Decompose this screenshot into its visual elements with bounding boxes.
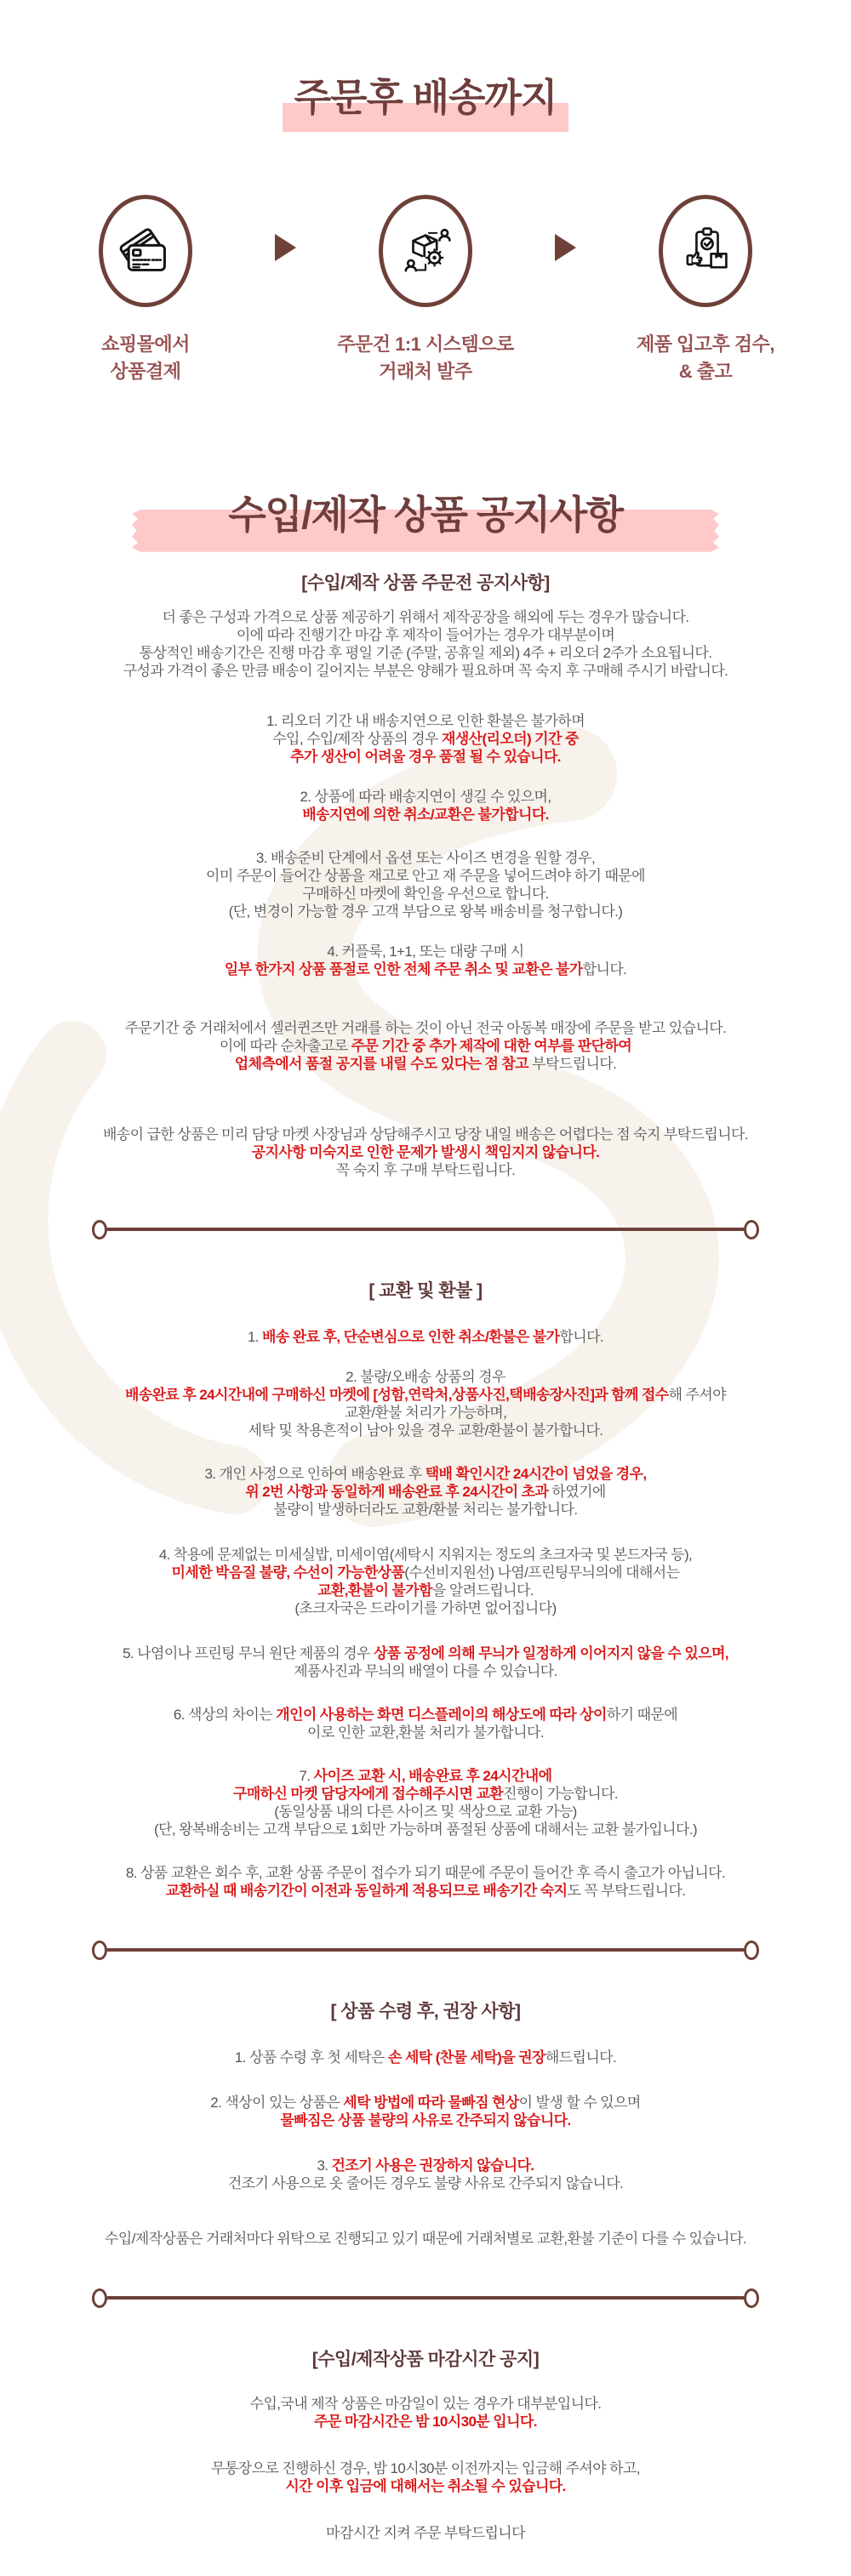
notice-body	[0, 569, 851, 2576]
notice-text: (동일상품 내의 다른 사이즈 및 색상으로 교환 가능)	[274, 1803, 577, 1820]
notice-paragraph	[0, 1019, 851, 1073]
notice-text: 을 알려드립니다.	[431, 1582, 534, 1599]
notice-text: 제품사진과 무늬의 배열이 다를 수 있습니다.	[294, 1662, 557, 1679]
notice-text: 구성과 가격이 좋은 만큼 배송이 길어지는 부분은 양해가 필요하며 꼭 숙지 후 구매해 주시기 바랍니다.	[123, 662, 728, 679]
section-header: [ 교환 및 환불 ]	[368, 1280, 483, 1301]
notice-text: 부탁드립니다.	[528, 1055, 617, 1072]
notice-text: 2. 색상이 있는 상품은	[210, 2094, 344, 2111]
divider-ring-icon	[744, 1941, 759, 1960]
order-process-steps	[0, 195, 851, 385]
notice-text: 구매하신 마켓에 확인을 우선으로 합니다.	[302, 885, 549, 902]
notice-text: 이 발생 할 수 있으며	[518, 2094, 641, 2111]
notice-paragraph	[0, 712, 851, 766]
notice-text: 도 꼭 부탁드립니다.	[567, 1882, 686, 1899]
notice-text: 3. 개인 사정으로 인하여 배송완료 후	[204, 1465, 426, 1482]
notice-text: 1.	[247, 1328, 263, 1345]
step-inspection-label-line1: 제품 입고후 검수,	[636, 333, 775, 355]
notice-text: 건조기 사용으로 옷 줄어든 경우도 불량 사유로 간주되지 않습니다.	[227, 2174, 624, 2191]
step-payment-label	[101, 331, 190, 385]
notice-text: 1. 리오더 기간 내 배송지연으로 인한 환불은 불가하며	[266, 712, 585, 729]
notice-paragraph	[0, 2230, 851, 2248]
step-order-system-label	[337, 331, 514, 385]
notice-paragraph	[0, 1368, 851, 1439]
notice-text: 1. 상품 수령 후 첫 세탁은	[234, 2049, 389, 2066]
notice-text: 배송이 급한 상품은 미리 담당 마켓 사장님과 상담해주시고 당장 내일 배송은 어렵다는 점 숙지 부탁드립니다.	[102, 1126, 748, 1143]
section-header: [수입/제작 상품 주문전 공지사항]	[301, 573, 550, 593]
page-title	[0, 66, 851, 122]
step-payment-label-line1: 쇼핑몰에서	[101, 333, 190, 355]
notice-text: (단, 변경이 가능할 경우 고객 부담으로 왕복 배송비를 청구합니다.)	[228, 903, 623, 920]
notice-text-red: 상품 공정에 의해 무늬가 일정하게 이어지지 않을 수 있으며,	[374, 1644, 728, 1661]
order-system-icon	[397, 223, 454, 279]
divider-line	[107, 2296, 744, 2300]
notice-text: 마감시간 지켜 주문 부탁드립니다	[326, 2524, 525, 2541]
notice-paragraph	[0, 2157, 851, 2192]
step-order-system-label-line2: 거래처 발주	[379, 360, 472, 382]
step-order-system-circle	[379, 195, 472, 307]
notice-text: 교환/환불 처리가 가능하며,	[344, 1404, 507, 1421]
notice-text-red: 손 세탁 (찬물 세탁)을 권장	[388, 2049, 545, 2066]
notice-text: 3. 배송준비 단계에서 옵션 또는 사이즈 변경을 원할 경우,	[255, 849, 596, 866]
page-title-text: 주문후 배송까지	[294, 76, 557, 119]
notice-text: 이에 따라 진행기간 마감 후 제작이 들어가는 경우가 대부분이며	[236, 626, 615, 643]
notice-text: 합니다.	[559, 1328, 604, 1345]
arrow-right-icon	[555, 234, 576, 261]
notice-text: 2. 상품에 따라 배송지연이 생길 수 있으며,	[300, 788, 551, 805]
section-header: [수입/제작상품 마감시간 공지]	[311, 2349, 540, 2369]
divider-ring-icon	[92, 2288, 107, 2308]
notice-text: 수입/제작상품은 거래처마다 위탁으로 진행되고 있기 때문에 거래처별로 교환,환불 기준이 다를 수 있습니다.	[105, 2230, 746, 2247]
divider-ring-icon	[92, 1220, 107, 1240]
notice-text: 3.	[317, 2157, 332, 2174]
notice-text: 5. 나염이나 프린팅 무늬 원단 제품의 경우	[123, 1644, 374, 1661]
credit-card-icon	[117, 223, 174, 279]
notice-paragraph	[0, 1465, 851, 1519]
notice-paragraph	[0, 788, 851, 824]
notice-text: (초크자국은 드라이기를 가하면 없어집니다)	[294, 1599, 557, 1616]
divider-ring-icon	[744, 1220, 759, 1240]
notice-text: 하기 때문에	[606, 1706, 678, 1723]
notice-paragraph	[0, 2459, 851, 2495]
notice-text: 무통장으로 진행하신 경우, 밤 10시30분 이전까지는 입금해 주셔야 하고,	[211, 2459, 640, 2476]
section-divider	[92, 2288, 759, 2308]
notice-paragraph	[0, 1546, 851, 1617]
notice-paragraph	[0, 1767, 851, 1838]
notice-text-red: 미세한 박음질 불량, 수선이 가능한상품	[171, 1564, 405, 1581]
divider-line	[107, 1228, 744, 1231]
step-inspection	[598, 195, 813, 385]
notice-text: 이미 주문이 들어간 상품을 재고로 안고 재 주문을 넣어드려야 하기 때문에	[206, 867, 645, 884]
notice-text: 주문기간 중 거래처에서 셀러퀸즈만 거래를 하는 것이 아닌 전국 아동복 매장에 주문을 받고 있습니다.	[124, 1019, 727, 1036]
step-order-system-label-line1: 주문건 1:1 시스템으로	[337, 333, 514, 355]
notice-text: 4. 커플룩, 1+1, 또는 대량 구매 시	[327, 943, 524, 960]
notice-text-red: 배송지연에 의한 취소/교환은 불가합니다.	[302, 806, 549, 823]
notice-text: 7.	[299, 1767, 314, 1784]
notice-text: 하였기에	[548, 1483, 606, 1500]
notice-paragraph	[0, 2094, 851, 2129]
notice-text: 더 좋은 구성과 가격으로 상품 제공하기 위해서 제작공장을 해외에 두는 경우가 많습니다.	[162, 608, 689, 625]
notice-paragraph	[0, 1706, 851, 1741]
notice-paragraph	[0, 608, 851, 680]
notice-text-red: 시간 이후 입금에 대해서는 취소될 수 있습니다.	[285, 2477, 566, 2494]
section-divider	[92, 1941, 759, 1960]
step-payment-label-line2: 상품결제	[110, 360, 181, 382]
notice-paragraph	[0, 943, 851, 978]
notice-banner	[132, 484, 719, 540]
notice-text-red: 업체측에서 품절 공지를 내릴 수도 있다는 점 참고	[234, 1055, 529, 1072]
notice-text-red: 사이즈 교환 시, 배송완료 후 24시간내에	[313, 1767, 552, 1784]
notice-text-red: 교환하실 때 배송기간이 이전과 동일하게 적용되므로 배송기간 숙지	[165, 1882, 568, 1899]
notice-text-red: 배송 완료 후, 단순변심으로 인한 취소/환불은 불가	[262, 1328, 560, 1345]
step-order-system	[318, 195, 533, 385]
notice-text: 진행이 가능합니다.	[503, 1785, 618, 1802]
notice-text-red: 배송완료 후 24시간내에 구매하신 마켓에 [성함,연락처,상품사진,택배송장사진]과 함께 접수	[124, 1386, 669, 1403]
notice-text: 통상적인 배송기간은 진행 마감 후 평일 기준 (주말, 공휴일 제외) 4주 + 리오더 2주가 소요됩니다.	[139, 644, 712, 661]
notice-text: 해드립니다.	[545, 2049, 617, 2066]
notice-text-red: 추가 생산이 어려울 경우 품절 될 수 있습니다.	[290, 748, 561, 765]
notice-text-red: 개인이 사용하는 화면 디스플레이의 해상도에 따라 상이	[276, 1706, 607, 1723]
notice-text: 수입, 수입/제작 상품의 경우	[272, 730, 442, 747]
notice-text: 해 주셔야	[668, 1386, 727, 1403]
notice-paragraph	[0, 1328, 851, 1346]
notice-text: 세탁 및 착용흔적이 남아 있을 경우 교환/환불이 불가합니다.	[248, 1422, 603, 1439]
notice-text-red: 교환,환불이 불가함	[317, 1582, 432, 1599]
inspection-shipping-icon	[677, 223, 734, 279]
notice-text: 8. 상품 교환은 회수 후, 교환 상품 주문이 접수가 되기 때문에 주문이 들어간 후 즉시 출고가 아닙니다.	[125, 1864, 726, 1881]
page-title-wrap	[294, 66, 557, 122]
notice-text: 꼭 숙지 후 구매 부탁드립니다.	[335, 1161, 516, 1178]
notice-paragraph	[0, 1864, 851, 1900]
notice-text-red: 세탁 방법에 따라 물빠짐 현상	[343, 2094, 519, 2111]
notice-text: (단, 왕복배송비는 고객 부담으로 1회만 가능하며 품절된 상품에 대해서는 교환 불가입니다.)	[153, 1821, 698, 1838]
notice-banner-title: 수입/제작 상품 공지사항	[228, 492, 623, 537]
notice-text: 4. 착용에 문제없는 미세실밥, 미세이염(세탁시 지워지는 정도의 초크자국 및 본드자국 등),	[158, 1546, 693, 1563]
divider-line	[107, 1948, 744, 1952]
notice-text-red: 물빠짐은 상품 불량의 사유로 간주되지 않습니다.	[280, 2112, 571, 2129]
section-divider	[92, 1220, 759, 1240]
notice-paragraph	[0, 1644, 851, 1680]
notice-text: 이로 인한 교환,환불 처리가 불가합니다.	[307, 1724, 544, 1741]
notice-text-red: 주문 기간 중 추가 제작에 대한 여부를 판단하여	[351, 1037, 632, 1054]
notice-text: 합니다.	[582, 960, 627, 977]
step-inspection-label	[637, 331, 774, 385]
notice-text-red: 공지사항 미숙지로 인한 문제가 발생시 책임지지 않습니다.	[251, 1143, 600, 1160]
notice-paragraph	[0, 849, 851, 920]
notice-text-red: 택배 확인시간 24시간이 넘었을 경우,	[425, 1465, 647, 1482]
notice-paragraph	[0, 1126, 851, 1179]
step-inspection-circle	[659, 195, 752, 307]
notice-paragraph	[0, 2395, 851, 2431]
notice-text-red: 일부 한가지 상품 품절로 인한 전체 주문 취소 및 교환은 불가	[224, 960, 583, 977]
notice-text: 불량이 발생하더라도 교환/환불 처리는 불가합니다.	[273, 1501, 578, 1518]
step-payment	[38, 195, 253, 385]
divider-ring-icon	[744, 2288, 759, 2308]
section-header: [ 상품 수령 후, 권장 사항]	[330, 2001, 521, 2021]
notice-text: 이에 따라 순차출고로	[219, 1037, 351, 1054]
divider-ring-icon	[92, 1941, 107, 1960]
step-payment-circle	[99, 195, 192, 307]
notice-paragraph	[0, 2049, 851, 2066]
notice-text: (수선비지원선) 나염/프린팅무늬의에 대해서는	[404, 1564, 680, 1581]
notice-text-red: 재생산(리오더) 기간 중	[442, 730, 579, 747]
notice-text: 6. 색상의 차이는	[173, 1706, 277, 1723]
notice-text-red: 주문 마감시간은 밤 10시30분 입니다.	[314, 2413, 537, 2430]
step-inspection-label-line2: & 출고	[678, 360, 733, 382]
notice-paragraph	[0, 2524, 851, 2542]
notice-text-red: 건조기 사용은 권장하지 않습니다.	[331, 2157, 534, 2174]
notice-text: 2. 불량/오배송 상품의 경우	[346, 1368, 505, 1385]
notice-text-red: 위 2번 사항과 동일하게 배송완료 후 24시간이 초과	[245, 1483, 549, 1500]
notice-text: 수입,국내 제작 상품은 마감일이 있는 경우가 대부분입니다.	[249, 2395, 602, 2412]
arrow-right-icon	[275, 234, 296, 261]
notice-text-red: 구매하신 마켓 담당자에게 접수해주시면 교환	[233, 1785, 504, 1802]
